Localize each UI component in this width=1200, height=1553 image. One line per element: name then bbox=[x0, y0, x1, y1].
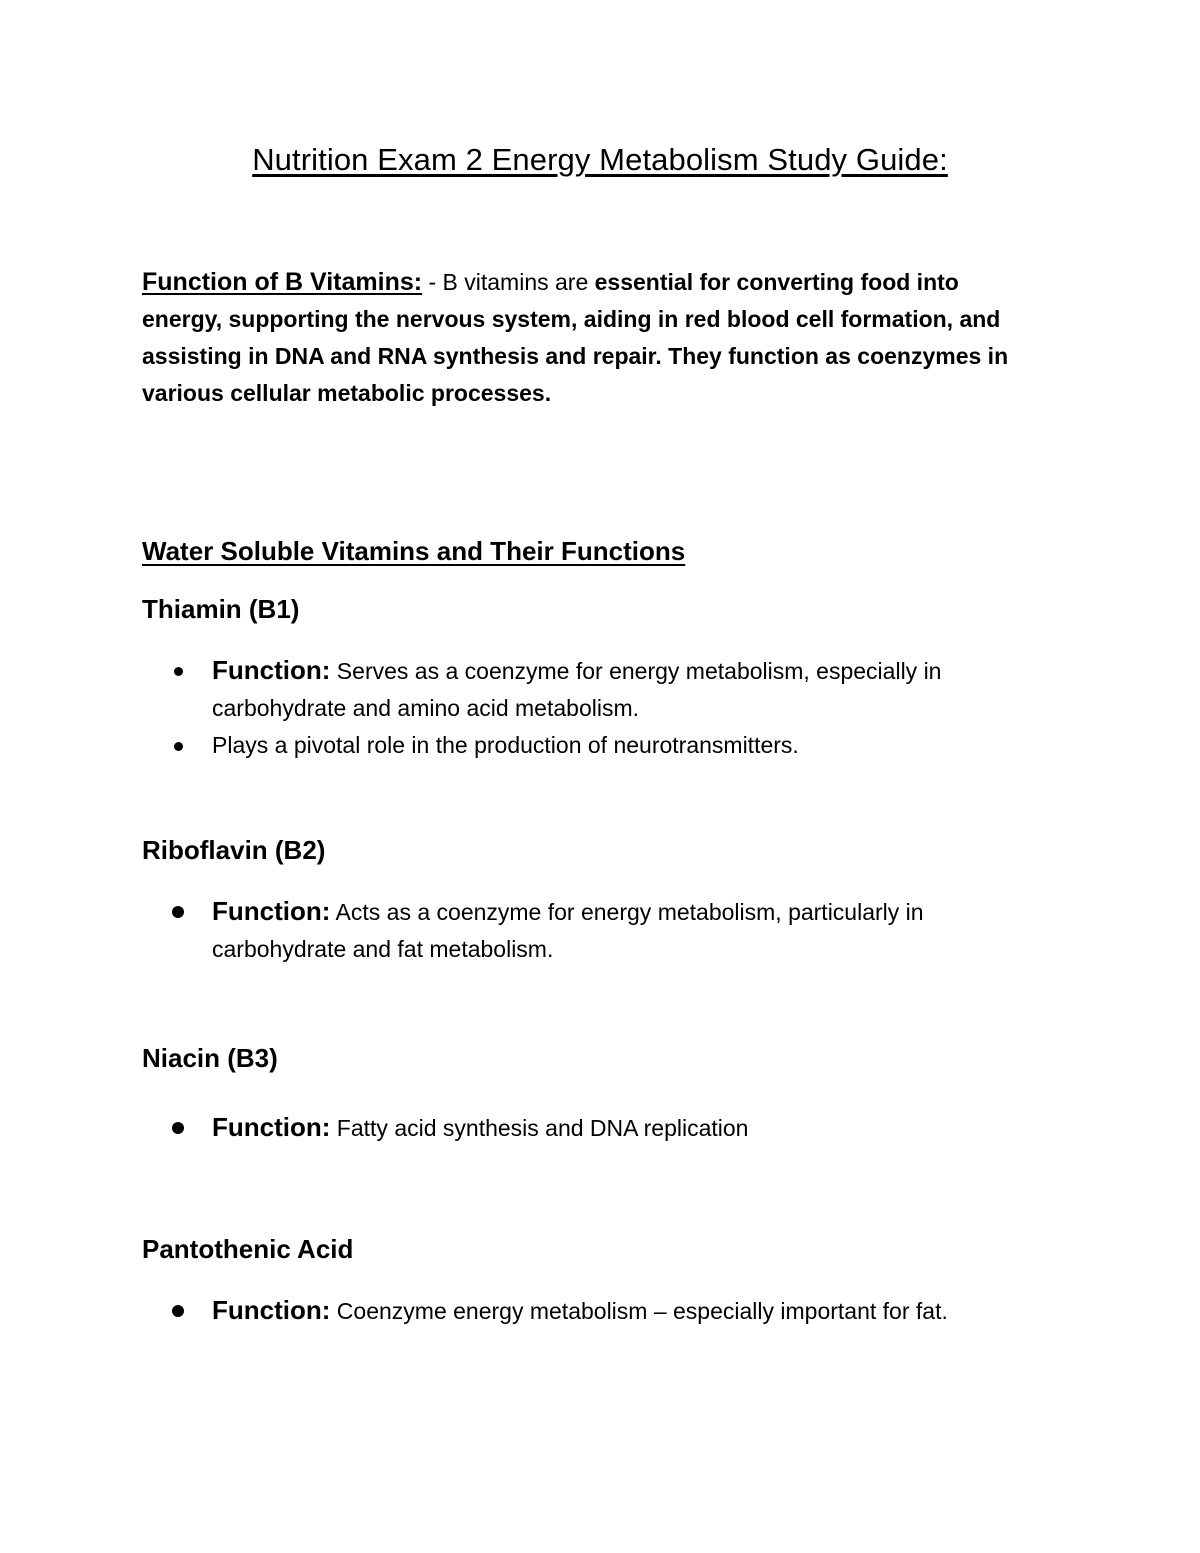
list-item bbox=[142, 1292, 1042, 1330]
vitamin-bullets-niacin bbox=[142, 1109, 1042, 1147]
function-label: Function: bbox=[212, 655, 331, 685]
vitamin-bullets-pantothenic-acid bbox=[142, 1292, 1042, 1330]
vitamin-heading-niacin: Niacin (B3) bbox=[142, 1043, 278, 1073]
bullet-text: Plays a pivotal role in the production of neurotransmitters. bbox=[212, 732, 799, 758]
bullet-icon bbox=[172, 1305, 184, 1317]
page-title: Nutrition Exam 2 Energy Metabolism Study Guide: bbox=[252, 142, 948, 177]
list-item bbox=[142, 893, 1042, 968]
function-text: Coenzyme energy metabolism – especially important for fat. bbox=[330, 1298, 948, 1324]
bullet-icon bbox=[172, 1122, 184, 1134]
function-text: Serves as a coenzyme for energy metabolism, especially in carbohydrate and amino acid metabolism. bbox=[212, 658, 942, 721]
vitamin-bullets-thiamin bbox=[142, 652, 1042, 764]
intro-dash: - B vitamins are bbox=[422, 269, 595, 295]
function-text: Fatty acid synthesis and DNA replication bbox=[330, 1115, 749, 1141]
list-item bbox=[142, 727, 1042, 764]
intro-paragraph bbox=[142, 264, 1042, 412]
function-text: Acts as a coenzyme for energy metabolism, particularly in carbohydrate and fat metabolism. bbox=[212, 899, 924, 962]
bullet-icon bbox=[174, 742, 183, 751]
vitamin-heading-pantothenic-acid: Pantothenic Acid bbox=[142, 1234, 354, 1264]
list-item bbox=[142, 652, 1042, 727]
function-label: Function: bbox=[212, 1295, 331, 1325]
intro-text: essential for converting food into energy, supporting the nervous system, aiding in red blood cell formation, and assisting in DNA and RNA synthesis and repair. They function as coenzymes in various cellular metabolic processes. bbox=[142, 269, 1009, 406]
bullet-icon bbox=[172, 906, 184, 918]
vitamin-heading-riboflavin: Riboflavin (B2) bbox=[142, 835, 326, 865]
bullet-icon bbox=[174, 667, 183, 676]
list-item bbox=[142, 1109, 1042, 1147]
function-label: Function: bbox=[212, 1112, 331, 1142]
intro-label: Function of B Vitamins: bbox=[142, 268, 423, 296]
section-title: Water Soluble Vitamins and Their Functions bbox=[142, 536, 686, 566]
vitamin-bullets-riboflavin bbox=[142, 893, 1042, 968]
function-label: Function: bbox=[212, 896, 331, 926]
vitamin-heading-thiamin: Thiamin (B1) bbox=[142, 594, 300, 624]
